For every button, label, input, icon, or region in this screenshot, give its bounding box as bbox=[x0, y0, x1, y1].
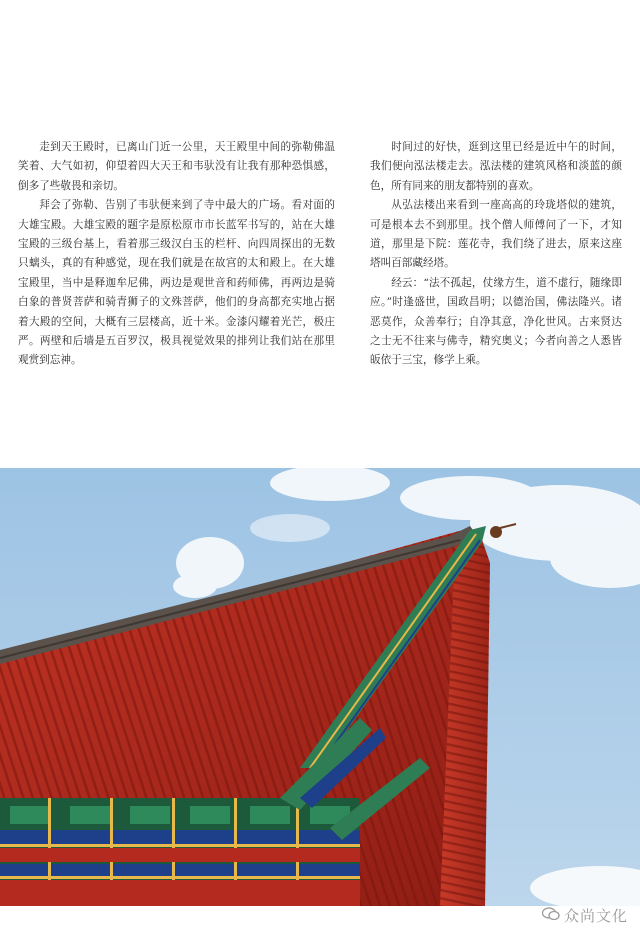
watermark-text: 众尚文化 bbox=[563, 907, 628, 925]
right-text-column bbox=[370, 138, 622, 371]
paragraph: 从弘法楼出来看到一座高高的玲珑塔似的建筑，可是根本去不到那里。找个僧人师傅问了一下，才知道，那里是下院：莲花寺，我们绕了进去，原来这座塔叫百部藏经塔。 bbox=[370, 199, 622, 270]
temple-roof-photo bbox=[0, 468, 640, 906]
paragraph: 拜会了弥勒、告别了韦驮便来到了寺中最大的广场。看对面的大雄宝殿。大雄宝殿的题字是原松原市市长蓝军书写的，站在大雄宝殿的三级台基上，看着那三级汉白玉的栏杆、向四周探出的无数只螭头，真的有种感觉，现在我们就是在故宫的太和殿上。在大雄宝殿里，当中是释迦牟尼佛，两边是观世音和药师佛，再两边是骑白象的普贤菩萨和骑青狮子的文殊菩萨，他们的身高都充实地占据着大殿的空间，大概有三层楼高，近十米。金漆闪耀着光芒，极庄严。两壁和后墙是五百罗汉，极具视觉效果的排列让我们站在那里观赏到忘神。 bbox=[18, 199, 335, 367]
watermark bbox=[542, 905, 628, 926]
left-text-column bbox=[18, 138, 335, 371]
paragraph: 走到天王殿时，已离山门近一公里，天王殿里中间的弥勒佛温笑着、大气如初，仰望着四大天王和韦驮没有让我有那种恐惧感，倒多了些敬畏和亲切。 bbox=[18, 141, 335, 192]
wechat-icon bbox=[542, 907, 560, 925]
paragraph: 时间过的好快，逛到这里已经是近中午的时间，我们便向泓法楼走去。泓法楼的建筑风格和淡蓝的颜色，所有同来的朋友都特别的喜欢。 bbox=[370, 141, 622, 192]
paragraph: 经云：“法不孤起，仗缘方生，道不虚行，随缘即应。”时逢盛世，国政昌明；以德治国，佛法隆兴。诸恶莫作，众善奉行；自净其意，净化世风。古来贤达之士无不往来与佛寺，精究奥义；今者向善之人悉皆皈依于三宝，修学上乘。 bbox=[370, 276, 622, 367]
